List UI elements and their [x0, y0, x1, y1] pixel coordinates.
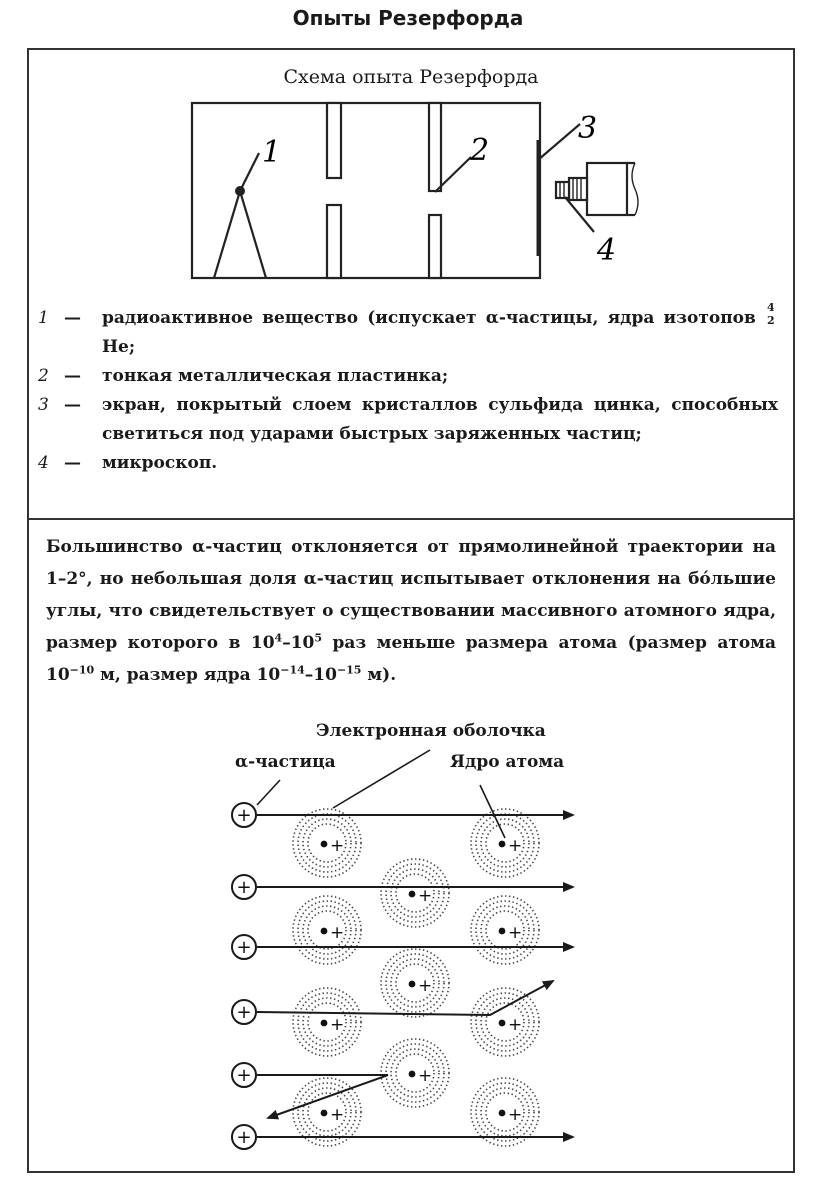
atom [471, 1078, 539, 1146]
label-alpha-particle: α-частица [235, 752, 336, 772]
nucleus [409, 891, 416, 898]
legend-item: 3 — экран, покрытый слоем кристаллов сульфида цинка, способных светиться под ударами быстрых заряженных частиц; [38, 395, 778, 444]
label-electron-shell: Электронная оболочка [316, 721, 546, 741]
legend-item: 2 — тонкая металлическая пластинка; [38, 366, 449, 386]
atom [471, 809, 539, 877]
alpha-particle [232, 875, 256, 899]
legend-item: 4 — микроскоп. [38, 453, 218, 473]
alpha-particle [232, 1125, 256, 1149]
atom [471, 896, 539, 964]
page-title: Опыты Резерфорда [292, 6, 524, 30]
nucleus-charge: + [508, 923, 523, 943]
nucleus-charge: + [418, 886, 433, 906]
nucleus [321, 841, 328, 848]
nucleus-charge: + [330, 923, 345, 943]
nucleus [499, 841, 506, 848]
nucleus-charge: + [508, 1015, 523, 1035]
alpha-particle [232, 935, 256, 959]
nucleus-charge: + [330, 1015, 345, 1035]
atom [381, 1039, 449, 1107]
nucleus-charge: + [418, 1066, 433, 1086]
atom [471, 988, 539, 1056]
label-4: 4 [597, 233, 617, 268]
atom [293, 988, 361, 1056]
label-nucleus: Ядро атома [450, 752, 565, 772]
atom [293, 809, 361, 877]
alpha-particle [232, 1000, 256, 1024]
nucleus [321, 928, 328, 935]
alpha-charge: + [236, 805, 252, 826]
scheme-title: Схема опыта Резерфорда [283, 66, 539, 88]
alpha-charge: + [236, 877, 252, 898]
label-2: 2 [470, 133, 490, 168]
nucleus [499, 1020, 506, 1027]
nucleus [409, 981, 416, 988]
nucleus [499, 928, 506, 935]
atom [293, 896, 361, 964]
alpha-charge: + [236, 937, 252, 958]
alpha-charge: + [236, 1002, 252, 1023]
nucleus-charge: + [330, 836, 345, 856]
alpha-charge: + [236, 1065, 252, 1086]
label-1: 1 [262, 135, 282, 170]
nucleus-charge: + [508, 836, 523, 856]
nucleus-charge: + [330, 1105, 345, 1125]
alpha-charge: + [236, 1127, 252, 1148]
nucleus [499, 1110, 506, 1117]
label-3: 3 [578, 111, 598, 146]
nucleus-charge: + [418, 976, 433, 996]
nucleus-charge: + [508, 1105, 523, 1125]
nucleus [321, 1110, 328, 1117]
nucleus [321, 1020, 328, 1027]
alpha-particle [232, 1063, 256, 1087]
legend-item: 1 — радиоактивное вещество (испускает α-частицы, ядра изотопов 4 2 He; [38, 304, 778, 362]
alpha-particle [232, 803, 256, 827]
isotope-notation: 4 2 [767, 301, 775, 327]
atom [381, 859, 449, 927]
atom [381, 949, 449, 1017]
explanation-paragraph: Большинство α-частиц отклоняется от прямолинейной траектории на 1–2°, но небольшая доля α-частиц испытывает отклонения на бо́льшие углы, что свидетельствует о существовании массивного атомного ядра, размер которого в $10^4-10^5$ раз меньше размера атома (размер атома $10^{-10}$ м, размер ядра $10^{-14}-10^{-15}$ м). [46, 537, 776, 685]
nucleus [409, 1071, 416, 1078]
